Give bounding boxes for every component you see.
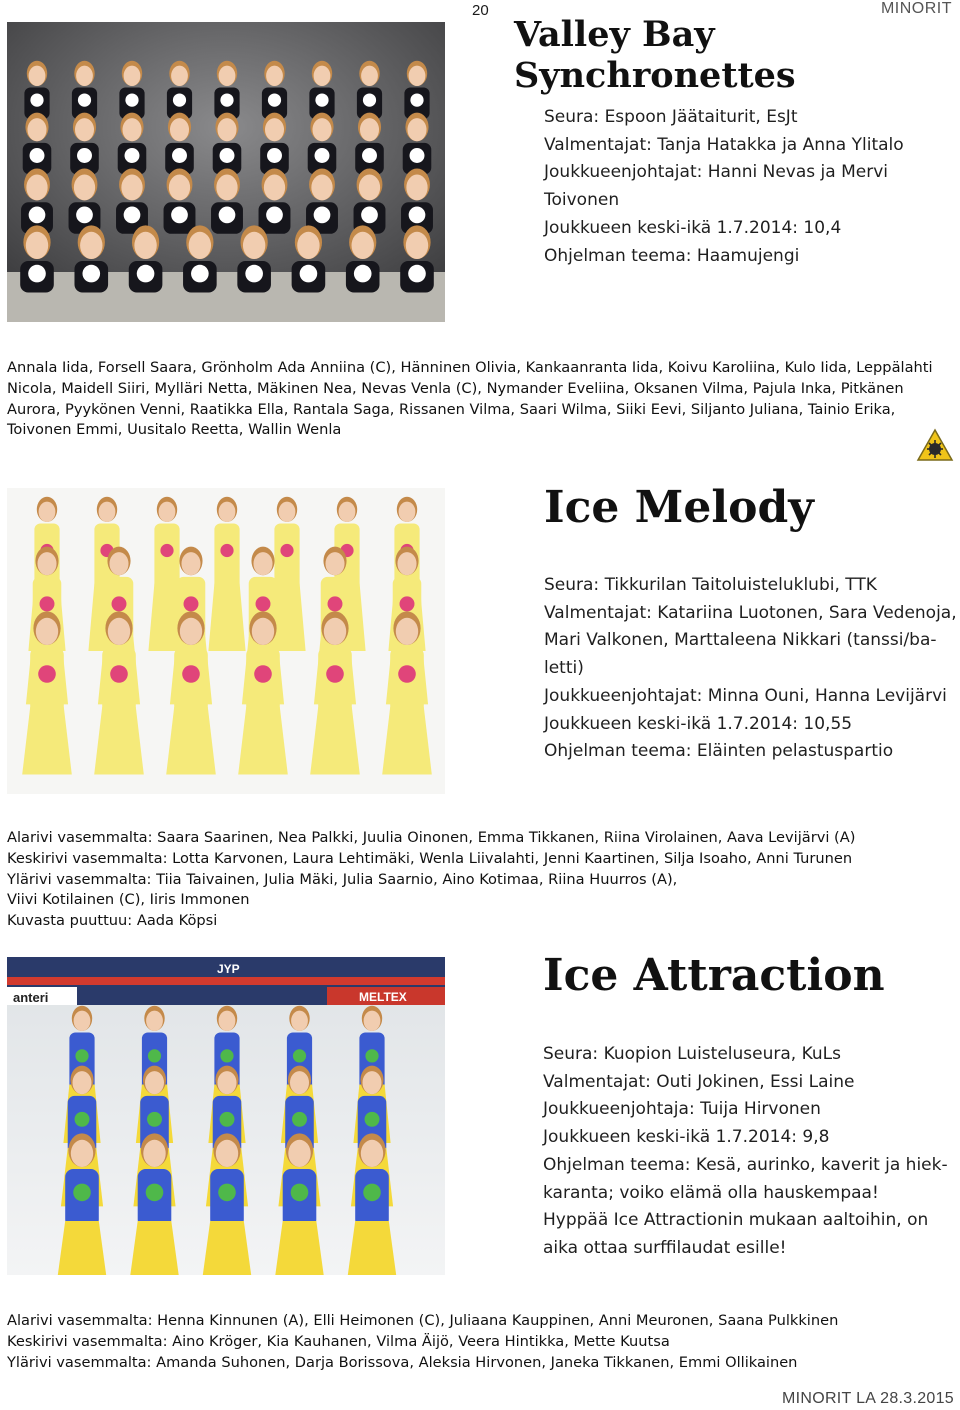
info-line: letti) [544, 658, 584, 679]
info-line: Ohjelman teema: Kesä, aurinko, kaverit ja hiek- [543, 1154, 948, 1175]
info-line: Ohjelman teema: Haamujengi [544, 245, 800, 266]
skater-figure [308, 113, 337, 175]
skater-figure [23, 113, 52, 175]
roster-line: Ylärivi vasemmalta: Amanda Suhonen, Darja Borissova, Aleksia Hirvonen, Janeka Tikkanen, Emmi Ollikainen [7, 1353, 798, 1371]
page-footer: MINORIT LA 28.3.2015 [781, 1390, 954, 1407]
team-roster-ice-melody [7, 828, 957, 932]
roster-line: Viivi Kotilainen (C), Iiris Immonen [7, 891, 250, 909]
info-line: karanta; voiko elämä olla hauskempaa! [543, 1182, 879, 1203]
team-info-valley-bay [544, 104, 904, 270]
skater-figure [119, 61, 144, 119]
skater-figure [70, 113, 99, 175]
roster-line: Ylärivi vasemmalta: Tiia Taivainen, Julia Mäki, Julia Saarnio, Aino Kotimaa, Riina Huurros (A), [7, 870, 678, 888]
info-line: Valmentajat: Outi Jokinen, Essi Laine [543, 1071, 855, 1092]
skater-figure [357, 61, 382, 119]
info-line: Toivonen [544, 190, 620, 211]
roster-line: Keskirivi vasemmalta: Aino Kröger, Kia Kauhanen, Vilma Äijö, Veera Hintikka, Mette Kuutsa [7, 1332, 670, 1350]
skater-figure [118, 113, 147, 175]
section-label: MINORIT [880, 0, 952, 17]
skater-figure [214, 61, 239, 119]
rink-sign-text: anteri [13, 990, 49, 1005]
skater-figure [260, 113, 289, 175]
skater-figure [213, 113, 242, 175]
rink-sign-text: JYP [217, 962, 240, 976]
roster-line: Keskirivi vasemmalta: Lotta Karvonen, Laura Lehtimäki, Wenla Liivalahti, Jenni Kaartinen, Silja Isoaho, Anni Turunen [7, 849, 853, 867]
info-line: Seura: Espoon Jäätaiturit, EsJt [544, 107, 798, 127]
skater-figure [309, 61, 334, 119]
skater-figure [72, 61, 97, 119]
info-line: Hyppää Ice Attractionin mukaan aaltoihin, on [543, 1210, 929, 1231]
roster-line: Annala Iida, Forsell Saara, Grönholm Ada Anniina (C), Hänninen Olivia, Kankaanranta Iida, Koivu Karoliina, Kulo Iida, Leppälahti [7, 359, 933, 376]
info-line: Joukkueen keski-ikä 1.7.2014: 10,55 [544, 713, 853, 734]
team-info-ice-attraction [543, 1041, 948, 1263]
roster-line: Aurora, Pyykönen Venni, Raatikka Ella, Rantala Saga, Rissanen Vilma, Saari Wilma, Siiki Eevi, Siljanto Juliana, Tainio Erika, [7, 400, 896, 418]
skater-figure [404, 61, 429, 119]
team-title-ice-attraction: Ice Attraction [543, 950, 885, 1001]
info-line: Joukkueenjohtaja: Tuija Hirvonen [543, 1099, 821, 1120]
team-photo-ice-melody [7, 488, 445, 794]
info-line: Valmentajat: Tanja Hatakka ja Anna Ylitalo [544, 134, 904, 155]
skater-figure [403, 113, 432, 175]
roster-line: Toivonen Emmi, Uusitalo Reetta, Wallin Wenla [7, 421, 342, 439]
team-title-ice-melody: Ice Melody [544, 482, 814, 533]
team-title-valley-bay: Valley Bay Synchronettes [514, 14, 796, 96]
skater-figure [262, 61, 287, 119]
info-line: aika ottaa surffilaudat esille! [543, 1237, 787, 1258]
skater-figure [24, 61, 49, 119]
warning-sign-icon [916, 428, 954, 462]
skater-figure [165, 113, 194, 175]
roster-line: Alarivi vasemmalta: Henna Kinnunen (A), Elli Heimonen (C), Juliaana Kauppinen, Anni Meuronen, Saana Pulkkinen [7, 1312, 839, 1329]
page-number: 20 [472, 2, 489, 19]
roster-line: Nicola, Maidell Siiri, Mylläri Netta, Mäkinen Nea, Nevas Venla (C), Nymander Eveliina, Oksanen Vilma, Pajula Inka, Pitkänen [7, 379, 904, 397]
rink-sign-text: MELTEX [359, 990, 407, 1004]
info-line: Joukkueenjohtajat: Minna Ouni, Hanna Levijärvi [544, 685, 947, 706]
info-line: Mari Valkonen, Marttaleena Nikkari (tanssi/ba- [544, 630, 937, 651]
info-line: Seura: Kuopion Luisteluseura, KuLs [543, 1044, 841, 1064]
team-roster-valley-bay [7, 358, 957, 441]
info-line: Joukkueen keski-ikä 1.7.2014: 9,8 [543, 1127, 830, 1148]
team-info-ice-melody [544, 572, 957, 766]
info-line: Joukkueenjohtajat: Hanni Nevas ja Mervi [544, 162, 888, 183]
info-line: Valmentajat: Katariina Luotonen, Sara Vedenoja, [544, 602, 957, 623]
skater-figure [355, 113, 384, 175]
team-photo-valley-bay [7, 22, 445, 322]
info-line: Seura: Tikkurilan Taitoluisteluklubi, TTK [544, 575, 877, 595]
roster-line: Kuvasta puuttuu: Aada Köpsi [7, 912, 218, 930]
team-roster-ice-attraction [7, 1311, 957, 1373]
info-line: Joukkueen keski-ikä 1.7.2014: 10,4 [544, 217, 842, 238]
info-line: Ohjelman teema: Eläinten pelastuspartio [544, 741, 894, 762]
roster-line: Alarivi vasemmalta: Saara Saarinen, Nea Palkki, Juulia Oinonen, Emma Tikkanen, Riina Virolainen, Aava Levijärvi (A) [7, 829, 856, 846]
team-photo-ice-attraction [7, 957, 445, 1275]
skater-figure [167, 61, 192, 119]
